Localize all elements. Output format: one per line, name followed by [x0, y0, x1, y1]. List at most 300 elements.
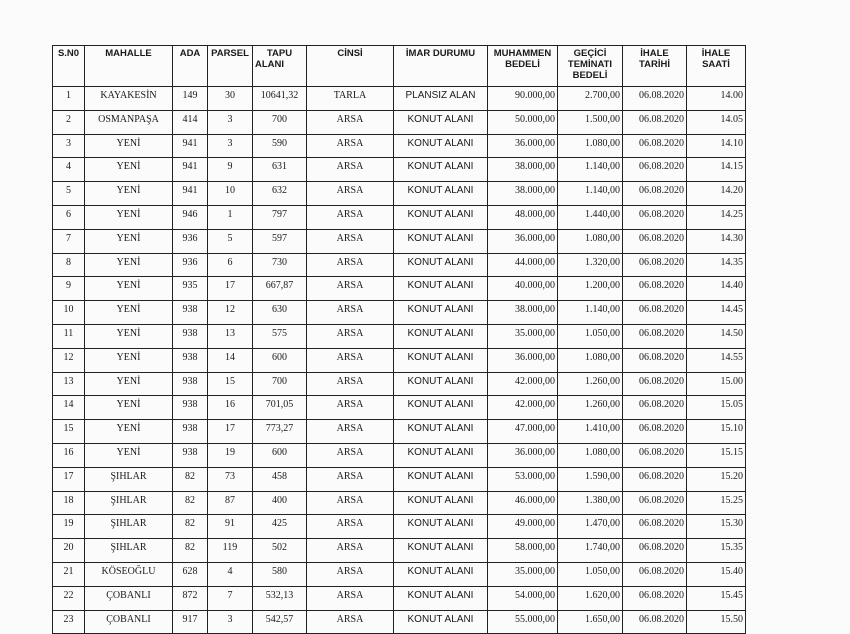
cell-ada: 946 — [173, 205, 208, 229]
cell-tapu-alani: 700 — [253, 110, 307, 134]
cell-cinsi: ARSA — [307, 467, 394, 491]
cell-ihale-tarihi: 06.08.2020 — [623, 515, 687, 539]
cell-ihale-saati: 15.00 — [687, 372, 746, 396]
table-row — [53, 586, 746, 610]
cell-sno: 11 — [53, 324, 85, 348]
cell-ada: 938 — [173, 443, 208, 467]
cell-cinsi: ARSA — [307, 253, 394, 277]
cell-ihale-tarihi: 06.08.2020 — [623, 420, 687, 444]
table-row — [53, 229, 746, 253]
header-ihale-saati — [687, 46, 746, 87]
cell-sno: 14 — [53, 396, 85, 420]
header-gecici-line2: TEMİNATI — [567, 59, 613, 70]
cell-gecici-teminat: 1.140,00 — [558, 182, 623, 206]
cell-muhammen-bedeli: 42.000,00 — [488, 396, 558, 420]
cell-sno: 17 — [53, 467, 85, 491]
cell-ada: 936 — [173, 229, 208, 253]
cell-ihale-saati: 15.20 — [687, 467, 746, 491]
cell-parsel: 19 — [208, 443, 253, 467]
cell-muhammen-bedeli: 55.000,00 — [488, 610, 558, 634]
cell-imar-durumu: KONUT ALANI — [394, 158, 488, 182]
cell-ada: 938 — [173, 420, 208, 444]
cell-sno: 13 — [53, 372, 85, 396]
cell-parsel: 3 — [208, 610, 253, 634]
cell-gecici-teminat: 1.140,00 — [558, 301, 623, 325]
cell-mahalle: OSMANPAŞA — [85, 110, 173, 134]
cell-ada: 935 — [173, 277, 208, 301]
cell-mahalle: YENİ — [85, 253, 173, 277]
cell-gecici-teminat: 1.650,00 — [558, 610, 623, 634]
cell-mahalle: YENİ — [85, 443, 173, 467]
cell-ihale-saati: 14.00 — [687, 87, 746, 111]
cell-ihale-tarihi: 06.08.2020 — [623, 372, 687, 396]
table-body — [53, 87, 746, 634]
cell-ada: 82 — [173, 491, 208, 515]
cell-sno: 5 — [53, 182, 85, 206]
cell-ada: 938 — [173, 348, 208, 372]
cell-imar-durumu: KONUT ALANI — [394, 586, 488, 610]
cell-muhammen-bedeli: 54.000,00 — [488, 586, 558, 610]
cell-sno: 3 — [53, 134, 85, 158]
table-row — [53, 134, 746, 158]
table-row — [53, 324, 746, 348]
cell-ada: 941 — [173, 134, 208, 158]
cell-muhammen-bedeli: 38.000,00 — [488, 182, 558, 206]
cell-tapu-alani: 502 — [253, 539, 307, 563]
cell-ihale-tarihi: 06.08.2020 — [623, 158, 687, 182]
cell-ihale-tarihi: 06.08.2020 — [623, 443, 687, 467]
cell-parsel: 3 — [208, 110, 253, 134]
cell-mahalle: YENİ — [85, 348, 173, 372]
cell-tapu-alani: 797 — [253, 205, 307, 229]
cell-ihale-saati: 14.15 — [687, 158, 746, 182]
cell-tapu-alani: 630 — [253, 301, 307, 325]
cell-cinsi: ARSA — [307, 229, 394, 253]
cell-imar-durumu: KONUT ALANI — [394, 324, 488, 348]
cell-ihale-tarihi: 06.08.2020 — [623, 253, 687, 277]
cell-mahalle: YENİ — [85, 396, 173, 420]
cell-parsel: 119 — [208, 539, 253, 563]
cell-ihale-saati: 15.45 — [687, 586, 746, 610]
cell-ihale-saati: 14.25 — [687, 205, 746, 229]
cell-mahalle: KÖSEOĞLU — [85, 562, 173, 586]
table-row — [53, 87, 746, 111]
cell-imar-durumu: KONUT ALANI — [394, 610, 488, 634]
table-row — [53, 396, 746, 420]
cell-mahalle: YENİ — [85, 134, 173, 158]
cell-ada: 938 — [173, 372, 208, 396]
cell-imar-durumu: KONUT ALANI — [394, 562, 488, 586]
header-tapu-line2: ALANI — [255, 59, 285, 70]
cell-tapu-alani: 600 — [253, 348, 307, 372]
cell-sno: 2 — [53, 110, 85, 134]
cell-muhammen-bedeli: 35.000,00 — [488, 562, 558, 586]
cell-mahalle: ŞIHLAR — [85, 491, 173, 515]
cell-cinsi: ARSA — [307, 539, 394, 563]
cell-gecici-teminat: 1.620,00 — [558, 586, 623, 610]
cell-parsel: 30 — [208, 87, 253, 111]
header-imar-durumu: İMAR DURUMU — [394, 46, 488, 87]
cell-imar-durumu: KONUT ALANI — [394, 301, 488, 325]
cell-muhammen-bedeli: 36.000,00 — [488, 134, 558, 158]
cell-muhammen-bedeli: 42.000,00 — [488, 372, 558, 396]
cell-ihale-saati: 15.40 — [687, 562, 746, 586]
cell-tapu-alani: 575 — [253, 324, 307, 348]
cell-ihale-tarihi: 06.08.2020 — [623, 205, 687, 229]
cell-cinsi: ARSA — [307, 110, 394, 134]
cell-ihale-saati: 15.50 — [687, 610, 746, 634]
cell-ihale-tarihi: 06.08.2020 — [623, 110, 687, 134]
cell-imar-durumu: KONUT ALANI — [394, 443, 488, 467]
cell-cinsi: ARSA — [307, 491, 394, 515]
cell-imar-durumu: PLANSIZ ALAN — [394, 87, 488, 111]
cell-imar-durumu: KONUT ALANI — [394, 539, 488, 563]
cell-gecici-teminat: 2.700,00 — [558, 87, 623, 111]
cell-muhammen-bedeli: 36.000,00 — [488, 348, 558, 372]
cell-muhammen-bedeli: 36.000,00 — [488, 443, 558, 467]
cell-gecici-teminat: 1.260,00 — [558, 396, 623, 420]
header-ihale-tarihi-line1: İHALE — [640, 48, 669, 59]
header-muhammen-line2: BEDELİ — [505, 59, 540, 70]
cell-sno: 10 — [53, 301, 85, 325]
header-tapu-line1: TAPU — [266, 48, 293, 59]
cell-parsel: 6 — [208, 253, 253, 277]
cell-sno: 16 — [53, 443, 85, 467]
cell-muhammen-bedeli: 48.000,00 — [488, 205, 558, 229]
cell-muhammen-bedeli: 40.000,00 — [488, 277, 558, 301]
table-row — [53, 110, 746, 134]
cell-ihale-tarihi: 06.08.2020 — [623, 324, 687, 348]
cell-parsel: 10 — [208, 182, 253, 206]
header-ihale-saati-line2: SAATİ — [702, 59, 730, 70]
cell-cinsi: ARSA — [307, 372, 394, 396]
cell-imar-durumu: KONUT ALANI — [394, 491, 488, 515]
cell-imar-durumu: KONUT ALANI — [394, 253, 488, 277]
table-row — [53, 491, 746, 515]
cell-muhammen-bedeli: 90.000,00 — [488, 87, 558, 111]
header-cinsi: CİNSİ — [307, 46, 394, 87]
header-gecici-line1: GEÇİCİ — [573, 48, 607, 59]
header-row — [53, 46, 746, 87]
cell-mahalle: YENİ — [85, 324, 173, 348]
cell-gecici-teminat: 1.080,00 — [558, 134, 623, 158]
header-muhammen-line1: MUHAMMEN — [493, 48, 552, 59]
cell-ihale-saati: 14.20 — [687, 182, 746, 206]
cell-imar-durumu: KONUT ALANI — [394, 205, 488, 229]
table-row — [53, 515, 746, 539]
cell-tapu-alani: 667,87 — [253, 277, 307, 301]
cell-sno: 8 — [53, 253, 85, 277]
cell-muhammen-bedeli: 47.000,00 — [488, 420, 558, 444]
cell-tapu-alani: 400 — [253, 491, 307, 515]
cell-cinsi: ARSA — [307, 443, 394, 467]
cell-parsel: 12 — [208, 301, 253, 325]
cell-parsel: 15 — [208, 372, 253, 396]
cell-gecici-teminat: 1.320,00 — [558, 253, 623, 277]
cell-ihale-saati: 15.15 — [687, 443, 746, 467]
cell-gecici-teminat: 1.080,00 — [558, 229, 623, 253]
cell-ada: 938 — [173, 301, 208, 325]
cell-ihale-saati: 15.30 — [687, 515, 746, 539]
cell-ada: 941 — [173, 182, 208, 206]
cell-ada: 938 — [173, 396, 208, 420]
cell-ada: 941 — [173, 158, 208, 182]
cell-sno: 4 — [53, 158, 85, 182]
cell-ihale-saati: 15.05 — [687, 396, 746, 420]
cell-cinsi: ARSA — [307, 182, 394, 206]
cell-parsel: 3 — [208, 134, 253, 158]
cell-gecici-teminat: 1.740,00 — [558, 539, 623, 563]
cell-ihale-tarihi: 06.08.2020 — [623, 182, 687, 206]
cell-parsel: 17 — [208, 277, 253, 301]
cell-imar-durumu: KONUT ALANI — [394, 110, 488, 134]
cell-mahalle: YENİ — [85, 301, 173, 325]
cell-gecici-teminat: 1.590,00 — [558, 467, 623, 491]
cell-ihale-tarihi: 06.08.2020 — [623, 562, 687, 586]
header-mahalle: MAHALLE — [85, 46, 173, 87]
header-muhammen-bedeli — [488, 46, 558, 87]
cell-parsel: 87 — [208, 491, 253, 515]
cell-ada: 149 — [173, 87, 208, 111]
cell-imar-durumu: KONUT ALANI — [394, 229, 488, 253]
cell-ihale-tarihi: 06.08.2020 — [623, 467, 687, 491]
cell-ihale-tarihi: 06.08.2020 — [623, 610, 687, 634]
cell-ihale-tarihi: 06.08.2020 — [623, 229, 687, 253]
cell-gecici-teminat: 1.050,00 — [558, 324, 623, 348]
cell-muhammen-bedeli: 53.000,00 — [488, 467, 558, 491]
cell-ihale-saati: 14.50 — [687, 324, 746, 348]
cell-sno: 12 — [53, 348, 85, 372]
cell-ihale-tarihi: 06.08.2020 — [623, 586, 687, 610]
cell-imar-durumu: KONUT ALANI — [394, 277, 488, 301]
cell-gecici-teminat: 1.200,00 — [558, 277, 623, 301]
cell-mahalle: YENİ — [85, 182, 173, 206]
cell-sno: 22 — [53, 586, 85, 610]
cell-gecici-teminat: 1.500,00 — [558, 110, 623, 134]
cell-gecici-teminat: 1.080,00 — [558, 443, 623, 467]
cell-ihale-tarihi: 06.08.2020 — [623, 301, 687, 325]
cell-muhammen-bedeli: 35.000,00 — [488, 324, 558, 348]
cell-sno: 18 — [53, 491, 85, 515]
cell-ihale-saati: 15.10 — [687, 420, 746, 444]
cell-parsel: 9 — [208, 158, 253, 182]
cell-ihale-tarihi: 06.08.2020 — [623, 396, 687, 420]
cell-gecici-teminat: 1.260,00 — [558, 372, 623, 396]
cell-muhammen-bedeli: 49.000,00 — [488, 515, 558, 539]
cell-muhammen-bedeli: 50.000,00 — [488, 110, 558, 134]
table-row — [53, 610, 746, 634]
table-row — [53, 182, 746, 206]
table-row — [53, 467, 746, 491]
cell-parsel: 16 — [208, 396, 253, 420]
cell-gecici-teminat: 1.440,00 — [558, 205, 623, 229]
cell-gecici-teminat: 1.470,00 — [558, 515, 623, 539]
cell-ihale-tarihi: 06.08.2020 — [623, 348, 687, 372]
cell-mahalle: YENİ — [85, 277, 173, 301]
cell-sno: 7 — [53, 229, 85, 253]
cell-cinsi: ARSA — [307, 134, 394, 158]
cell-tapu-alani: 10641,32 — [253, 87, 307, 111]
cell-ada: 936 — [173, 253, 208, 277]
header-ihale-tarihi-line2: TARİHİ — [639, 59, 670, 70]
cell-parsel: 5 — [208, 229, 253, 253]
header-tapu-alani — [253, 46, 307, 87]
table-row — [53, 301, 746, 325]
cell-cinsi: TARLA — [307, 87, 394, 111]
table-row — [53, 562, 746, 586]
cell-ihale-saati: 14.55 — [687, 348, 746, 372]
cell-sno: 1 — [53, 87, 85, 111]
cell-cinsi: ARSA — [307, 158, 394, 182]
ihale-table — [52, 45, 746, 634]
cell-ada: 872 — [173, 586, 208, 610]
cell-cinsi: ARSA — [307, 420, 394, 444]
cell-cinsi: ARSA — [307, 205, 394, 229]
cell-tapu-alani: 532,13 — [253, 586, 307, 610]
cell-muhammen-bedeli: 44.000,00 — [488, 253, 558, 277]
cell-gecici-teminat: 1.080,00 — [558, 348, 623, 372]
cell-gecici-teminat: 1.410,00 — [558, 420, 623, 444]
cell-mahalle: YENİ — [85, 229, 173, 253]
cell-cinsi: ARSA — [307, 301, 394, 325]
cell-mahalle: YENİ — [85, 205, 173, 229]
cell-tapu-alani: 730 — [253, 253, 307, 277]
cell-mahalle: ÇOBANLI — [85, 586, 173, 610]
cell-cinsi: ARSA — [307, 348, 394, 372]
cell-ihale-saati: 15.25 — [687, 491, 746, 515]
cell-gecici-teminat: 1.380,00 — [558, 491, 623, 515]
cell-gecici-teminat: 1.050,00 — [558, 562, 623, 586]
cell-sno: 19 — [53, 515, 85, 539]
cell-tapu-alani: 631 — [253, 158, 307, 182]
cell-ihale-tarihi: 06.08.2020 — [623, 277, 687, 301]
cell-ihale-saati: 14.35 — [687, 253, 746, 277]
cell-cinsi: ARSA — [307, 586, 394, 610]
cell-ada: 938 — [173, 324, 208, 348]
table-row — [53, 277, 746, 301]
cell-ihale-tarihi: 06.08.2020 — [623, 87, 687, 111]
cell-mahalle: ÇOBANLI — [85, 610, 173, 634]
cell-ada: 82 — [173, 515, 208, 539]
cell-mahalle: ŞIHLAR — [85, 515, 173, 539]
cell-parsel: 13 — [208, 324, 253, 348]
cell-ada: 628 — [173, 562, 208, 586]
table-row — [53, 372, 746, 396]
table-row — [53, 158, 746, 182]
cell-sno: 21 — [53, 562, 85, 586]
cell-mahalle: ŞIHLAR — [85, 539, 173, 563]
header-gecici-line3: BEDELİ — [572, 70, 608, 81]
cell-ihale-tarihi: 06.08.2020 — [623, 539, 687, 563]
cell-cinsi: ARSA — [307, 610, 394, 634]
cell-tapu-alani: 425 — [253, 515, 307, 539]
cell-sno: 23 — [53, 610, 85, 634]
cell-tapu-alani: 597 — [253, 229, 307, 253]
cell-ihale-saati: 15.35 — [687, 539, 746, 563]
cell-cinsi: ARSA — [307, 396, 394, 420]
cell-imar-durumu: KONUT ALANI — [394, 396, 488, 420]
cell-tapu-alani: 458 — [253, 467, 307, 491]
cell-imar-durumu: KONUT ALANI — [394, 467, 488, 491]
cell-mahalle: YENİ — [85, 420, 173, 444]
table-row — [53, 205, 746, 229]
cell-parsel: 73 — [208, 467, 253, 491]
cell-imar-durumu: KONUT ALANI — [394, 348, 488, 372]
table-row — [53, 539, 746, 563]
cell-sno: 9 — [53, 277, 85, 301]
cell-imar-durumu: KONUT ALANI — [394, 134, 488, 158]
cell-muhammen-bedeli: 58.000,00 — [488, 539, 558, 563]
cell-gecici-teminat: 1.140,00 — [558, 158, 623, 182]
cell-muhammen-bedeli: 36.000,00 — [488, 229, 558, 253]
table-row — [53, 348, 746, 372]
table-row — [53, 443, 746, 467]
cell-imar-durumu: KONUT ALANI — [394, 182, 488, 206]
cell-imar-durumu: KONUT ALANI — [394, 372, 488, 396]
cell-ihale-saati: 14.30 — [687, 229, 746, 253]
cell-tapu-alani: 580 — [253, 562, 307, 586]
cell-muhammen-bedeli: 38.000,00 — [488, 301, 558, 325]
header-sno: S.N0 — [53, 46, 85, 87]
cell-ada: 414 — [173, 110, 208, 134]
cell-tapu-alani: 701,05 — [253, 396, 307, 420]
cell-sno: 20 — [53, 539, 85, 563]
cell-tapu-alani: 632 — [253, 182, 307, 206]
header-ihale-tarihi — [623, 46, 687, 87]
table-row — [53, 253, 746, 277]
cell-muhammen-bedeli: 38.000,00 — [488, 158, 558, 182]
cell-parsel: 14 — [208, 348, 253, 372]
cell-ada: 82 — [173, 467, 208, 491]
cell-parsel: 17 — [208, 420, 253, 444]
cell-cinsi: ARSA — [307, 515, 394, 539]
cell-sno: 15 — [53, 420, 85, 444]
cell-mahalle: ŞIHLAR — [85, 467, 173, 491]
cell-parsel: 91 — [208, 515, 253, 539]
header-gecici-teminat — [558, 46, 623, 87]
cell-ihale-saati: 14.05 — [687, 110, 746, 134]
cell-ihale-saati: 14.10 — [687, 134, 746, 158]
cell-ihale-tarihi: 06.08.2020 — [623, 491, 687, 515]
cell-cinsi: ARSA — [307, 324, 394, 348]
cell-tapu-alani: 600 — [253, 443, 307, 467]
cell-ihale-tarihi: 06.08.2020 — [623, 134, 687, 158]
header-ihale-saati-line1: İHALE — [701, 48, 731, 59]
cell-cinsi: ARSA — [307, 562, 394, 586]
cell-imar-durumu: KONUT ALANI — [394, 515, 488, 539]
cell-tapu-alani: 700 — [253, 372, 307, 396]
cell-parsel: 7 — [208, 586, 253, 610]
cell-cinsi: ARSA — [307, 277, 394, 301]
cell-ihale-saati: 14.40 — [687, 277, 746, 301]
cell-tapu-alani: 542,57 — [253, 610, 307, 634]
header-ada: ADA — [173, 46, 208, 87]
cell-tapu-alani: 590 — [253, 134, 307, 158]
cell-muhammen-bedeli: 46.000,00 — [488, 491, 558, 515]
cell-tapu-alani: 773,27 — [253, 420, 307, 444]
cell-mahalle: YENİ — [85, 372, 173, 396]
cell-sno: 6 — [53, 205, 85, 229]
cell-mahalle: KAYAKESİN — [85, 87, 173, 111]
header-parsel: PARSEL — [208, 46, 253, 87]
cell-ada: 82 — [173, 539, 208, 563]
table-row — [53, 420, 746, 444]
cell-ada: 917 — [173, 610, 208, 634]
cell-parsel: 1 — [208, 205, 253, 229]
cell-mahalle: YENİ — [85, 158, 173, 182]
cell-parsel: 4 — [208, 562, 253, 586]
cell-ihale-saati: 14.45 — [687, 301, 746, 325]
